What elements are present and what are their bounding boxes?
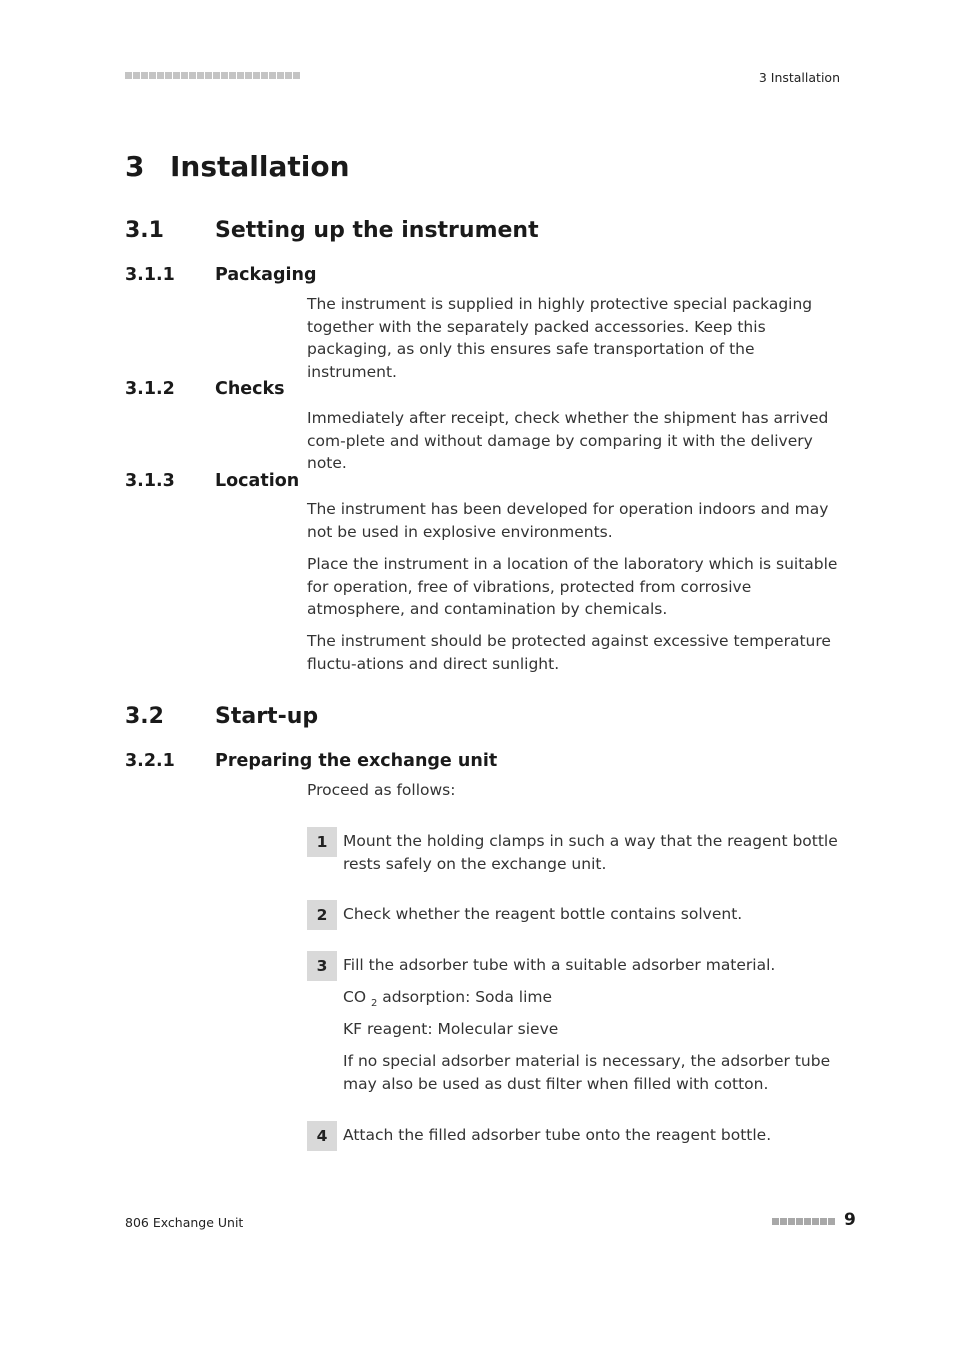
co2-adsorbent: adsorption: Soda lime [377,988,553,1006]
co2-adsorption-line [343,986,848,1016]
section-heading-3-1 [125,218,539,243]
subsection-number: 3.1.3 [125,471,175,491]
section-number: 3.2 [125,704,164,729]
subsection-title: Packaging [215,265,317,285]
subsection-number: 3.1.1 [125,265,175,285]
header-decoration [125,72,300,80]
subsection-title: Preparing the exchange unit [215,751,498,771]
subsection-title: Checks [215,379,285,399]
step-text: Attach the filled adsorber tube onto the reagent bottle. [343,1126,772,1144]
page-number: 9 [844,1210,856,1230]
step-text: Fill the adsorber tube with a suitable adsorber material. [343,956,776,974]
section-title: Start-up [215,704,319,729]
step-number-badge: 4 [307,1121,337,1151]
footer-product-name: 806 Exchange Unit [125,1215,244,1230]
running-header: 3 Installation [758,70,840,85]
location-paragraph-3: The instrument should be protected against excessive temperature fluctu-ations and direct sunlight. [307,632,831,673]
subsection-heading-3-1-3 [125,471,299,491]
chapter-number: 3 [125,150,145,183]
subsection-heading-3-1-1 [125,265,317,285]
checks-paragraph: Immediately after receipt, check whether the shipment has arrived com-plete and without damage by comparing it with the delivery note. [307,409,829,472]
step-note: If no special adsorber material is necessary, the adsorber tube may also be used as dust filter when filled with cotton. [343,1052,831,1093]
subsection-number: 3.1.2 [125,379,175,399]
footer-decoration [772,1218,835,1225]
section-title: Setting up the instrument [215,218,539,243]
step-number-badge: 2 [307,900,337,930]
chapter-title [125,150,350,183]
subsection-heading-3-1-2 [125,379,285,399]
co2-subscript: 2 [370,998,378,1010]
subsection-title: Location [215,471,300,491]
step-number-badge: 1 [307,827,337,857]
location-paragraph-2: Place the instrument in a location of the laboratory which is suitable for operation, free of vibrations, protected from corrosive atmosphere, and contamination by chemicals. [307,555,838,618]
step-text: Check whether the reagent bottle contains solvent. [343,905,743,923]
chapter-title-text: Installation [170,150,350,183]
intro-paragraph: Proceed as follows: [307,781,456,799]
section-heading-3-2 [125,704,318,729]
subsection-number: 3.2.1 [125,751,175,771]
location-paragraph-1: The instrument has been developed for operation indoors and may not be used in explosive environments. [307,500,829,541]
kf-reagent-line: KF reagent: Molecular sieve [343,1020,559,1038]
subsection-heading-3-2-1 [125,751,497,771]
step-number-badge: 3 [307,951,337,981]
step-text: Mount the holding clamps in such a way that the reagent bottle rests safely on the exchange unit. [343,832,838,873]
packaging-paragraph: The instrument is supplied in highly protective special packaging together with the separately packed accessories. Keep this packaging, as only this ensures safe transportation of the instrument. [307,295,813,381]
section-number: 3.1 [125,218,164,243]
co2-formula: CO [343,988,367,1006]
